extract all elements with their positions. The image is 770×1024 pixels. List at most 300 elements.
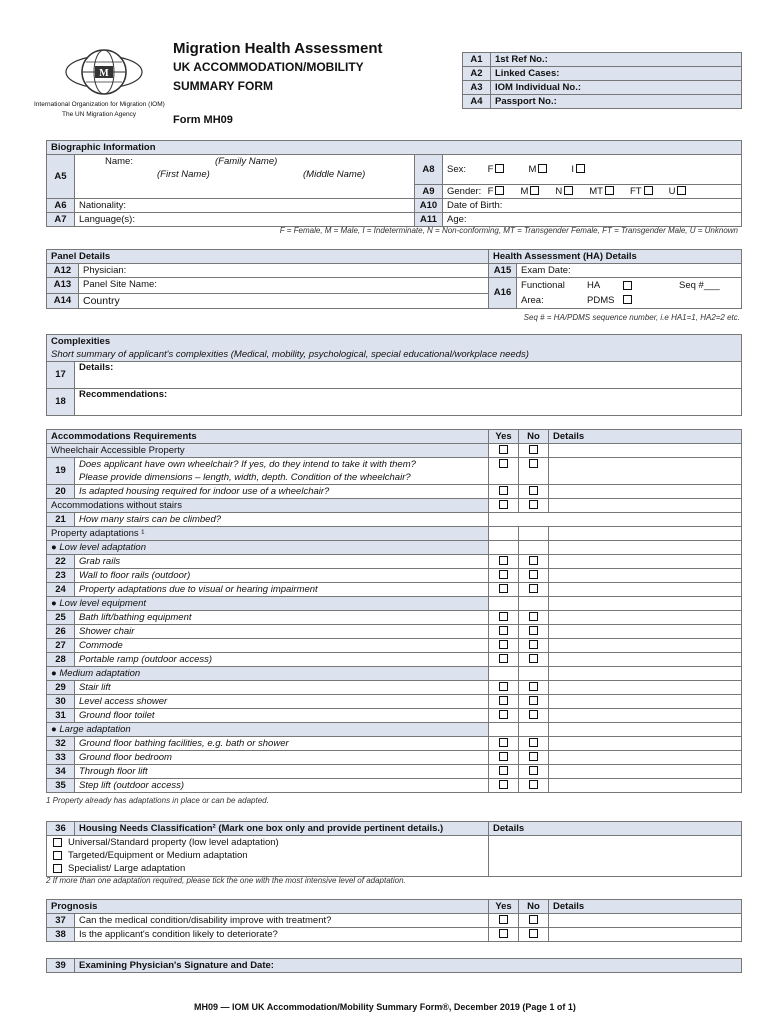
no-cell	[519, 667, 549, 681]
recommendations-field[interactable]: Recommendations:	[75, 389, 742, 416]
question-text: How many stairs can be climbed?	[75, 513, 489, 527]
no-cell	[519, 737, 549, 751]
gender-checkbox[interactable]	[530, 186, 539, 195]
org-tagline: The UN Migration Agency	[62, 111, 137, 118]
field-number: 37	[47, 914, 75, 928]
page-subtitle-2: SUMMARY FORM	[173, 79, 273, 93]
no-cell	[519, 723, 549, 737]
field-number: 23	[47, 569, 75, 583]
gender-option-label: U	[668, 185, 676, 197]
table-row	[47, 723, 742, 737]
field-number: 38	[47, 928, 75, 942]
question-text: Is the applicant's condition likely to deteriorate?	[75, 928, 489, 942]
footnote-2: 2 If more than one adaptation required, please tick the one with the most intensive level of adaptation.	[46, 876, 406, 885]
family-name-label: (Family Name)	[215, 156, 278, 167]
ha-checkbox[interactable]	[623, 281, 632, 290]
table-row	[47, 751, 742, 765]
field-number: A13	[47, 278, 79, 294]
yes-checkbox[interactable]	[499, 570, 508, 579]
org-name: International Organization for Migration (IOM)	[34, 101, 165, 108]
field-number: A3	[463, 81, 491, 95]
no-header: No	[519, 900, 549, 914]
yes-cell	[489, 541, 519, 555]
question-text: Stair lift	[75, 681, 489, 695]
yes-checkbox[interactable]	[499, 584, 508, 593]
question-text: Portable ramp (outdoor access)	[75, 653, 489, 667]
yes-checkbox[interactable]	[499, 710, 508, 719]
details-cell[interactable]	[549, 639, 742, 653]
footnote-1: 1 Property already has adaptations in place or can be adapted.	[46, 796, 269, 805]
field-number: 31	[47, 709, 75, 723]
page-title: Migration Health Assessment	[173, 40, 383, 57]
functional-area-field[interactable]	[517, 278, 742, 309]
ref-row	[463, 81, 742, 95]
sex-option-label: M	[528, 163, 537, 175]
section-title: Health Assessment (HA) Details	[489, 250, 742, 264]
details-cell[interactable]	[549, 765, 742, 779]
yes-checkbox[interactable]	[499, 696, 508, 705]
no-cell	[519, 555, 549, 569]
gender-checkbox[interactable]	[677, 186, 686, 195]
yes-checkbox[interactable]	[499, 500, 508, 509]
details-cell	[549, 723, 742, 737]
table-row	[47, 513, 742, 527]
housing-option[interactable]	[51, 862, 484, 875]
yes-checkbox[interactable]	[499, 445, 508, 454]
yes-cell	[489, 499, 519, 513]
table-row	[47, 914, 742, 928]
prognosis-table	[46, 899, 742, 942]
section-title: Accommodations Requirements	[47, 430, 489, 444]
yes-cell	[489, 914, 519, 928]
ref-field[interactable]: Passport No.:	[491, 95, 742, 109]
pdms-label: PDMS	[587, 295, 615, 306]
gender-checkbox[interactable]	[564, 186, 573, 195]
details-cell[interactable]	[549, 583, 742, 597]
question-text: Bath lift/bathing equipment	[75, 611, 489, 625]
details-cell[interactable]	[549, 779, 742, 793]
housing-details-field[interactable]	[489, 836, 742, 877]
question-text: Wall to floor rails (outdoor)	[75, 569, 489, 583]
question-text: Level access shower	[75, 695, 489, 709]
gender-option[interactable]	[520, 186, 541, 198]
yes-cell	[489, 709, 519, 723]
details-cell[interactable]	[549, 914, 742, 928]
details-header: Details	[549, 900, 742, 914]
table-row	[47, 639, 742, 653]
signature-table	[46, 958, 742, 973]
housing-title: Housing Needs Classification² (Mark one box only and provide pertinent details.)	[75, 822, 489, 836]
yes-cell	[489, 611, 519, 625]
yes-cell	[489, 653, 519, 667]
no-cell	[519, 458, 549, 485]
field-number: 34	[47, 765, 75, 779]
yes-checkbox[interactable]	[499, 640, 508, 649]
question-text: Through floor lift	[75, 765, 489, 779]
yes-checkbox[interactable]	[499, 654, 508, 663]
no-checkbox[interactable]	[529, 766, 538, 775]
table-row	[47, 667, 742, 681]
no-cell	[519, 695, 549, 709]
no-checkbox[interactable]	[529, 584, 538, 593]
sex-field[interactable]	[443, 155, 742, 185]
field-number: 30	[47, 695, 75, 709]
details-cell[interactable]	[549, 485, 742, 499]
row-subsection-label: ● Low level adaptation	[47, 541, 489, 555]
no-checkbox[interactable]	[529, 654, 538, 663]
ref-row	[463, 53, 742, 67]
no-cell	[519, 597, 549, 611]
gender-option[interactable]	[589, 186, 616, 198]
question-text: Grab rails	[75, 555, 489, 569]
no-checkbox[interactable]	[529, 459, 538, 468]
no-checkbox[interactable]	[529, 710, 538, 719]
field-number: 28	[47, 653, 75, 667]
sex-option-label: F	[487, 163, 494, 175]
signature-field[interactable]: Examining Physician's Signature and Date:	[75, 959, 742, 973]
no-checkbox[interactable]	[529, 570, 538, 579]
no-cell	[519, 444, 549, 458]
table-row	[47, 527, 742, 541]
globe-icon	[62, 44, 146, 102]
question-text	[75, 458, 489, 485]
field-number: 39	[47, 959, 75, 973]
table-row	[47, 653, 742, 667]
housing-option[interactable]	[51, 836, 484, 849]
no-cell	[519, 583, 549, 597]
country-field[interactable]: Country	[79, 293, 489, 309]
details-cell	[549, 541, 742, 555]
no-cell	[519, 653, 549, 667]
no-checkbox[interactable]	[529, 486, 538, 495]
field-number: 25	[47, 611, 75, 625]
ref-row	[463, 95, 742, 109]
field-number: 18	[47, 389, 75, 416]
panel-table	[46, 249, 742, 309]
details-cell[interactable]	[549, 653, 742, 667]
yes-cell	[489, 555, 519, 569]
yes-cell	[489, 765, 519, 779]
gender-label: Gender:	[447, 185, 482, 197]
table-row	[47, 541, 742, 555]
field-number: 24	[47, 583, 75, 597]
housing-checkbox[interactable]	[53, 851, 62, 860]
table-row	[47, 444, 742, 458]
table-row	[47, 611, 742, 625]
table-row	[47, 569, 742, 583]
yes-checkbox[interactable]	[499, 682, 508, 691]
yes-cell	[489, 928, 519, 942]
question-text: Ground floor bedroom	[75, 751, 489, 765]
details-cell[interactable]	[549, 444, 742, 458]
name-label: Name:	[105, 156, 133, 167]
row-subsection-label: ● Low level equipment	[47, 597, 489, 611]
yes-cell	[489, 458, 519, 485]
housing-checkbox[interactable]	[53, 838, 62, 847]
yes-checkbox[interactable]	[499, 612, 508, 621]
no-cell	[519, 499, 549, 513]
details-cell[interactable]	[549, 709, 742, 723]
yes-checkbox[interactable]	[499, 486, 508, 495]
first-name-label: (First Name)	[157, 169, 210, 180]
yes-cell	[489, 779, 519, 793]
table-row	[47, 928, 742, 942]
no-cell	[519, 569, 549, 583]
seq-label: Seq #___	[679, 280, 720, 291]
field-number: A4	[463, 95, 491, 109]
yes-cell	[489, 485, 519, 499]
gender-option[interactable]	[630, 186, 655, 198]
ref-field[interactable]: IOM Individual No.:	[491, 81, 742, 95]
details-cell[interactable]	[549, 695, 742, 709]
no-checkbox[interactable]	[529, 738, 538, 747]
yes-checkbox[interactable]	[499, 738, 508, 747]
gender-option-label: F	[487, 185, 494, 197]
sex-checkbox[interactable]	[495, 164, 504, 173]
gender-checkbox[interactable]	[495, 186, 504, 195]
svg-text:M: M	[99, 68, 109, 79]
field-number: 21	[47, 513, 75, 527]
no-cell	[519, 928, 549, 942]
question-text: Can the medical condition/disability improve with treatment?	[75, 914, 489, 928]
yes-cell	[489, 723, 519, 737]
details-cell[interactable]	[549, 681, 742, 695]
iom-logo	[62, 44, 146, 102]
section-title: Biographic Information	[47, 141, 742, 155]
ref-field[interactable]: Linked Cases:	[491, 67, 742, 81]
yes-checkbox[interactable]	[499, 626, 508, 635]
section-subtitle: Short summary of applicant's complexities (Medical, mobility, psychological, special educational/workplace needs)	[47, 348, 742, 362]
details-cell[interactable]	[549, 499, 742, 513]
pdms-checkbox[interactable]	[623, 295, 632, 304]
details-cell[interactable]	[549, 625, 742, 639]
field-number: A9	[415, 185, 443, 199]
yes-header: Yes	[489, 430, 519, 444]
gender-option[interactable]	[555, 186, 575, 198]
question-text: Shower chair	[75, 625, 489, 639]
gender-option[interactable]	[488, 186, 507, 198]
yes-checkbox[interactable]	[499, 766, 508, 775]
field-number: 33	[47, 751, 75, 765]
field-number: A7	[47, 213, 75, 227]
yes-header: Yes	[489, 900, 519, 914]
no-checkbox[interactable]	[529, 626, 538, 635]
sex-option[interactable]	[571, 164, 587, 176]
table-row	[47, 779, 742, 793]
field-number: 22	[47, 555, 75, 569]
details-cell[interactable]	[549, 737, 742, 751]
no-checkbox[interactable]	[529, 752, 538, 761]
yes-cell	[489, 737, 519, 751]
complexities-table	[46, 334, 742, 416]
no-header: No	[519, 430, 549, 444]
details-cell[interactable]	[549, 928, 742, 942]
no-checkbox[interactable]	[529, 780, 538, 789]
section-title: Panel Details	[47, 250, 489, 264]
housing-checkbox[interactable]	[53, 864, 62, 873]
field-number: 27	[47, 639, 75, 653]
details-cell	[549, 597, 742, 611]
gender-option-label: FT	[629, 185, 642, 197]
details-header: Details	[489, 822, 742, 836]
yes-cell	[489, 681, 519, 695]
row-section-label: Property adaptations ¹	[47, 527, 489, 541]
language-field[interactable]: Language(s):	[75, 213, 415, 227]
ref-row	[463, 67, 742, 81]
no-checkbox[interactable]	[529, 915, 538, 924]
table-row	[47, 458, 742, 485]
yes-checkbox[interactable]	[499, 556, 508, 565]
no-checkbox[interactable]	[529, 445, 538, 454]
yes-checkbox[interactable]	[499, 752, 508, 761]
table-row	[47, 583, 742, 597]
panel-site-field[interactable]: Panel Site Name:	[79, 278, 489, 294]
no-checkbox[interactable]	[529, 929, 538, 938]
gender-checkbox[interactable]	[605, 186, 614, 195]
sex-option[interactable]	[488, 164, 507, 176]
question-text: Step lift (outdoor access)	[75, 779, 489, 793]
yes-checkbox[interactable]	[499, 459, 508, 468]
details-cell[interactable]	[549, 527, 742, 541]
no-checkbox[interactable]	[529, 556, 538, 565]
no-checkbox[interactable]	[529, 696, 538, 705]
housing-option-label: Targeted/Equipment or Medium adaptation	[68, 850, 248, 861]
field-number: A5	[47, 155, 75, 199]
field-number: 36	[47, 822, 75, 836]
gender-option-label: M	[520, 185, 529, 197]
table-row	[47, 485, 742, 499]
sex-checkbox[interactable]	[538, 164, 547, 173]
form-number: Form MH09	[173, 114, 233, 126]
table-row	[47, 499, 742, 513]
question-line: Does applicant have own wheelchair? If yes, do they intend to take it with them?	[79, 459, 416, 470]
no-cell	[519, 527, 549, 541]
sex-checkbox[interactable]	[576, 164, 585, 173]
yes-cell	[489, 597, 519, 611]
gender-option-label: N	[555, 185, 563, 197]
row-section-label: Accommodations without stairs	[47, 499, 489, 513]
yes-checkbox[interactable]	[499, 929, 508, 938]
housing-option-label: Specialist/ Large adaptation	[68, 863, 186, 874]
details-cell[interactable]	[549, 611, 742, 625]
details-cell[interactable]	[549, 555, 742, 569]
field-number: A15	[489, 264, 517, 278]
no-cell	[519, 541, 549, 555]
no-checkbox[interactable]	[529, 500, 538, 509]
sex-gender-legend: F = Female, M = Male, I = Indeterminate, N = Non-conforming, MT = Transgender Female, FT = Transgender Male, U = Unknown	[279, 226, 738, 235]
no-cell	[519, 485, 549, 499]
ha-label: HA	[587, 280, 601, 291]
yes-checkbox[interactable]	[499, 780, 508, 789]
housing-option[interactable]	[51, 849, 484, 862]
yes-cell	[489, 527, 519, 541]
housing-options	[47, 836, 489, 877]
area-label: Area:	[521, 295, 544, 306]
row-subsection-label: ● Medium adaptation	[47, 667, 489, 681]
yes-cell	[489, 667, 519, 681]
table-row	[47, 681, 742, 695]
details-cell[interactable]	[549, 569, 742, 583]
yes-cell	[489, 695, 519, 709]
no-cell	[519, 611, 549, 625]
yes-cell	[489, 639, 519, 653]
field-number: 32	[47, 737, 75, 751]
question-text: Is adapted housing required for indoor use of a wheelchair?	[75, 485, 489, 499]
sex-label: Sex:	[447, 163, 467, 175]
field-number: A1	[463, 53, 491, 67]
table-row	[47, 709, 742, 723]
field-number: 35	[47, 779, 75, 793]
yes-cell	[489, 583, 519, 597]
sex-option[interactable]	[528, 164, 549, 176]
nationality-field[interactable]: Nationality:	[75, 199, 415, 213]
details-cell[interactable]	[549, 458, 742, 485]
no-cell	[519, 751, 549, 765]
no-cell	[519, 779, 549, 793]
no-checkbox[interactable]	[529, 640, 538, 649]
gender-option-label: MT	[589, 185, 603, 197]
details-header: Details	[549, 430, 742, 444]
answer-cell[interactable]	[489, 513, 742, 527]
gender-checkbox[interactable]	[644, 186, 653, 195]
field-number: A2	[463, 67, 491, 81]
section-title: Complexities	[47, 335, 742, 349]
no-cell	[519, 709, 549, 723]
middle-name-label: (Middle Name)	[303, 169, 366, 180]
field-number: 19	[47, 458, 75, 485]
yes-cell	[489, 751, 519, 765]
age-field[interactable]: Age:	[443, 213, 742, 227]
field-number: 29	[47, 681, 75, 695]
yes-cell	[489, 444, 519, 458]
sex-option-label: I	[571, 163, 575, 175]
gender-option[interactable]	[669, 186, 689, 198]
yes-cell	[489, 625, 519, 639]
no-checkbox[interactable]	[529, 612, 538, 621]
table-row	[47, 737, 742, 751]
name-field[interactable]	[75, 155, 415, 199]
details-cell[interactable]	[549, 751, 742, 765]
table-row	[47, 765, 742, 779]
section-title: Prognosis	[47, 900, 489, 914]
biographic-table	[46, 140, 742, 227]
no-cell	[519, 765, 549, 779]
ref-field[interactable]: 1st Ref No.:	[491, 53, 742, 67]
field-number: A14	[47, 293, 79, 309]
gender-field[interactable]	[443, 185, 742, 199]
field-number: A11	[415, 213, 443, 227]
details-field[interactable]: Details:	[75, 362, 742, 389]
table-row	[47, 695, 742, 709]
field-number: A8	[415, 155, 443, 185]
no-cell	[519, 625, 549, 639]
question-text: Ground floor bathing facilities, e.g. bath or shower	[75, 737, 489, 751]
field-number: 20	[47, 485, 75, 499]
yes-cell	[489, 569, 519, 583]
dob-field[interactable]: Date of Birth:	[443, 199, 742, 213]
reference-table	[462, 52, 742, 109]
field-number: A12	[47, 264, 79, 278]
page-footer: MH09 — IOM UK Accommodation/Mobility Summary Form®, December 2019 (Page 1 of 1)	[194, 1002, 576, 1012]
housing-option-label: Universal/Standard property (low level adaptation)	[68, 837, 279, 848]
exam-date-field[interactable]: Exam Date:	[517, 264, 742, 278]
no-checkbox[interactable]	[529, 682, 538, 691]
physician-field[interactable]: Physician:	[79, 264, 489, 278]
table-row	[47, 555, 742, 569]
question-text: Commode	[75, 639, 489, 653]
field-number: 17	[47, 362, 75, 389]
yes-checkbox[interactable]	[499, 915, 508, 924]
